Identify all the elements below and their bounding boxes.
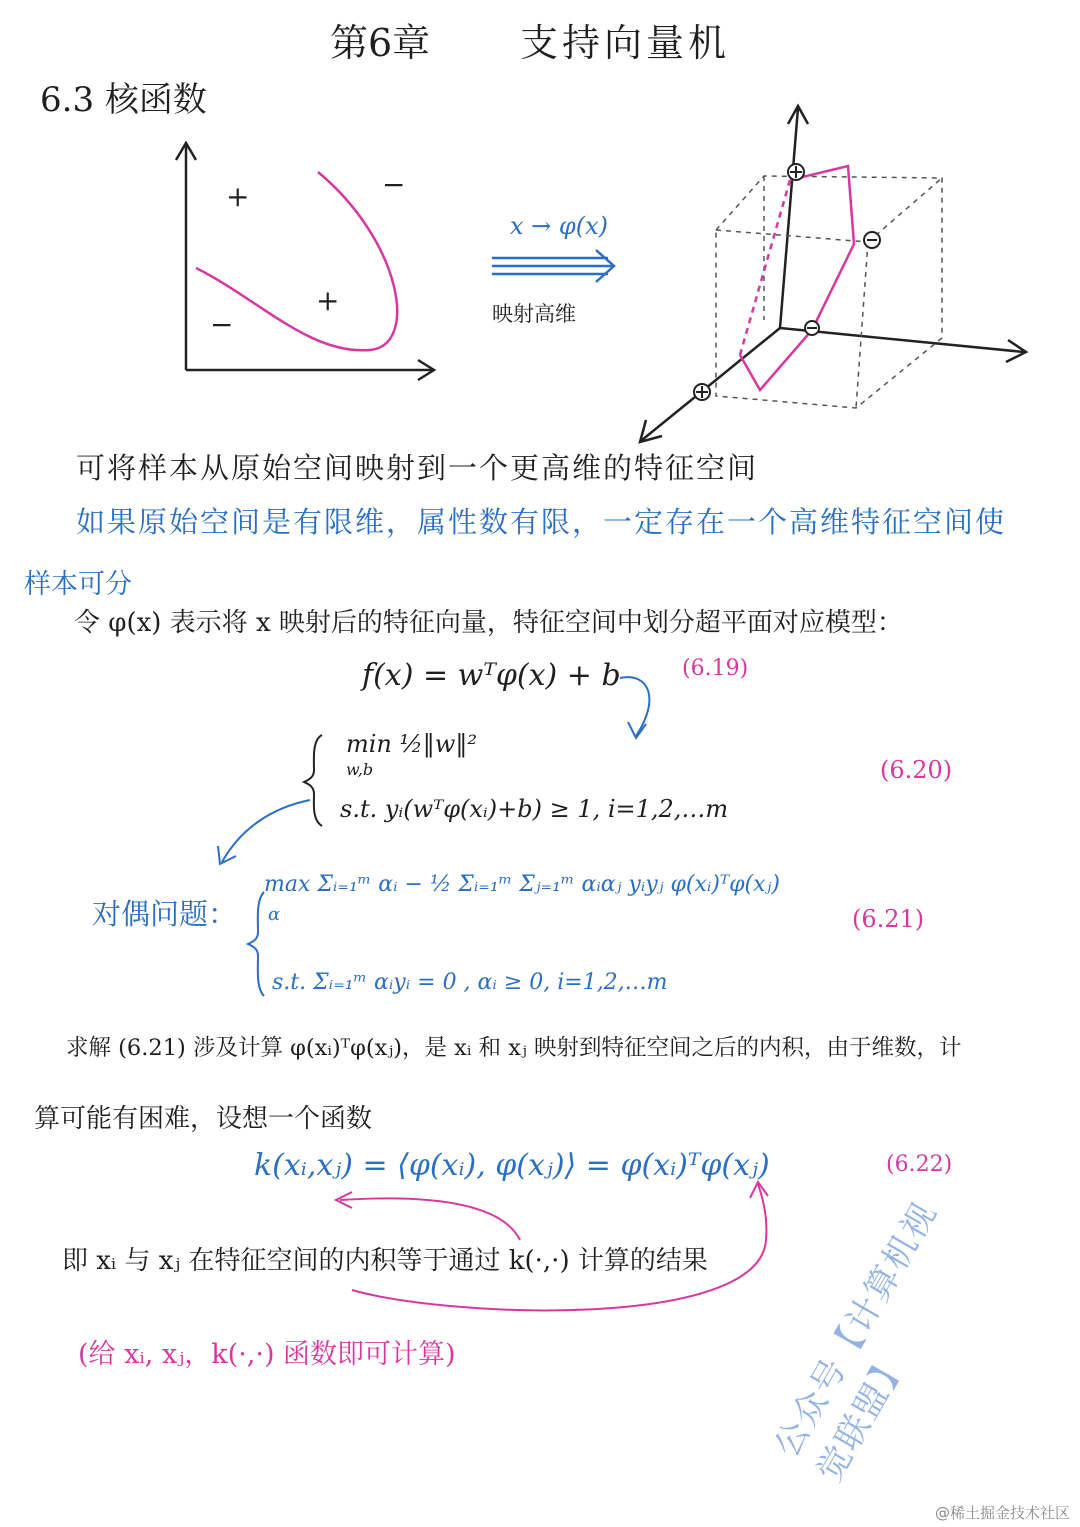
- arrow-to-dual: [222, 800, 310, 862]
- 3d-y-axis: [642, 328, 780, 440]
- text-line-2: 如果原始空间是有限维，属性数有限，一定存在一个高维特征空间使: [76, 505, 1007, 539]
- chapter-title: 支持向量机: [520, 21, 731, 65]
- equation-6-19-tag: (6.19): [682, 656, 749, 681]
- text-line-6: (给 xᵢ, xⱼ，k(·,·) 函数即可计算): [78, 1339, 456, 1370]
- section-title: 6.3 核函数: [40, 80, 207, 120]
- equation-6-21-max: max Σᵢ₌₁ᵐ αᵢ − ½ Σᵢ₌₁ᵐ Σⱼ₌₁ᵐ αᵢαⱼ yᵢyⱼ φ(xᵢ)ᵀφ(xⱼ): [264, 872, 780, 897]
- 2d-minus-label-2: −: [210, 308, 234, 341]
- 2d-plus-label-1: +: [226, 180, 250, 213]
- equation-6-21-tag: (6.21): [852, 905, 925, 933]
- equation-6-22: k(xᵢ,xⱼ) = ⟨φ(xᵢ), φ(xⱼ)⟩ = φ(xᵢ)ᵀφ(xⱼ): [254, 1148, 770, 1183]
- footer-credit: @稀土掘金技术社区: [934, 1504, 1070, 1522]
- chapter-number: 第6章: [330, 21, 431, 65]
- 2d-plus-label-2: +: [316, 284, 340, 317]
- 3d-separating-plane: [740, 166, 854, 390]
- equation-6-20-st: s.t. yᵢ(wᵀφ(xᵢ)+b) ≥ 1, i=1,2,…m: [340, 795, 729, 823]
- text-line-2b: 样本可分: [24, 569, 132, 600]
- equation-6-20-min-sub: w,b: [346, 760, 374, 779]
- text-line-1: 可将样本从原始空间映射到一个更高维的特征空间: [76, 451, 759, 485]
- 2d-minus-label-1: −: [382, 168, 406, 201]
- watermark: 公众号【计算机视觉联盟】: [766, 1194, 946, 1489]
- equation-6-20-min: min ½‖w‖²: [346, 730, 477, 758]
- equation-6-21-st: s.t. Σᵢ₌₁ᵐ αᵢyᵢ = 0 , αᵢ ≥ 0, i=1,2,…m: [272, 970, 668, 995]
- text-line-4b: 算可能有困难，设想一个函数: [34, 1104, 373, 1134]
- 3d-z-axis: [780, 108, 798, 328]
- arrow-back-to-k: [340, 1198, 520, 1240]
- text-line-3: 令 φ(x) 表示将 x 映射后的特征向量，特征空间中划分超平面对应模型：: [74, 608, 903, 638]
- brace-621: [248, 892, 264, 996]
- equation-6-21-max-sub: α: [268, 904, 281, 925]
- equation-6-22-tag: (6.22): [886, 1152, 953, 1177]
- mapping-arrow: [492, 250, 614, 282]
- mapping-formula: x → φ(x): [510, 212, 608, 240]
- dual-problem-label: 对偶问题：: [92, 897, 238, 931]
- equation-6-19: f(x) = wᵀφ(x) + b: [362, 658, 621, 693]
- text-line-4: 求解 (6.21) 涉及计算 φ(xᵢ)ᵀφ(xⱼ)，是 xᵢ 和 xⱼ 映射到特征空间之后的内积，由于维数，计: [66, 1035, 962, 1061]
- mapping-caption: 映射高维: [492, 302, 576, 326]
- text-line-5: 即 xᵢ 与 xⱼ 在特征空间的内积等于通过 k(·,·) 计算的结果: [62, 1246, 708, 1276]
- 3d-points: [694, 164, 880, 400]
- arrow-to-620: [620, 677, 649, 736]
- brace-620: [304, 735, 322, 826]
- equation-6-20-tag: (6.20): [880, 756, 953, 784]
